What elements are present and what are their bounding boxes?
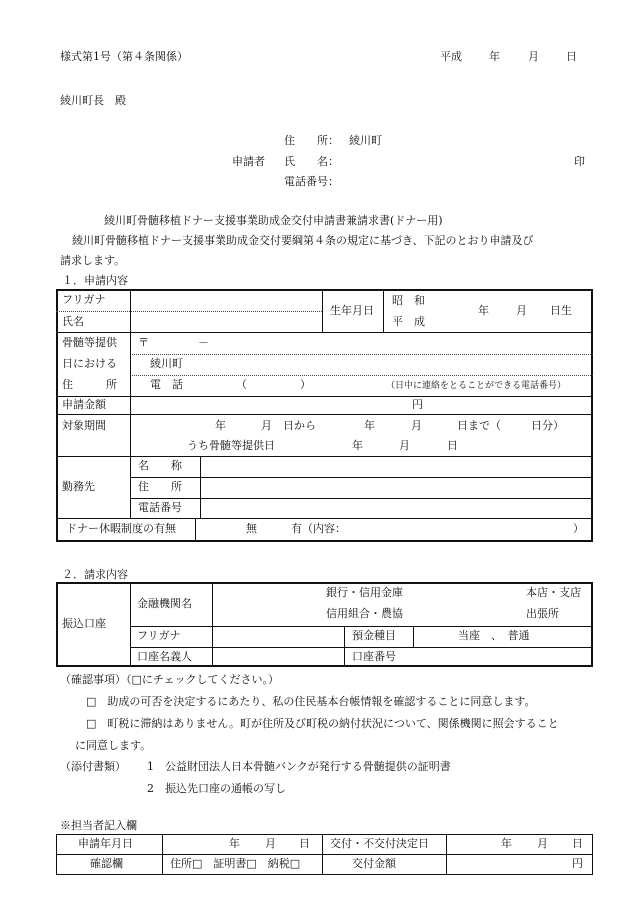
period-year-1: 年 [215,419,226,432]
furigana-account-label: フリガナ [137,629,181,642]
work-name-label: 名 称 [138,459,182,472]
app-date-month: 月 [265,837,276,850]
branch-1: 本店・支店 [526,586,581,599]
work-addr-label: 住 所 [138,480,182,493]
phone-paren-open: （ [236,378,247,391]
birth-year: 年 [478,304,489,317]
phone-label: 電話番号： [284,175,339,188]
form-number: 様式第1号（第４条関係） [60,50,188,63]
decision-day: 日 [572,837,583,850]
deposit-type-value: 当座 、 普通 [458,629,530,642]
donation-day-label: うち骨髄等提供日 [187,439,275,452]
date-era: 平成 [440,50,462,63]
era-showa: 昭 和 [392,294,425,307]
period-month-2: 月 [411,419,422,432]
date-year: 年 [489,50,500,63]
birth-month: 月 [516,304,527,317]
confirm-item-1[interactable]: □ 助成の可否を決定するにあたり、私の住民基本台帳情報を確認することに同意します。 [86,695,536,708]
intro-line-2: 請求します。 [60,254,126,267]
date-day: 日 [566,50,577,63]
birth-day: 日生 [550,304,572,317]
application-table [56,289,593,542]
period-from: 日から [283,419,316,432]
period-year-2: 年 [364,419,375,432]
seal-mark: 印 [574,155,585,168]
attach-2: 2 振込先口座の通帳の写し [147,782,286,795]
name-field-label: 氏名 [62,315,84,328]
addr-label-1: 骨髄等提供 [62,336,117,349]
donation-day: 日 [447,439,458,452]
name-label: 氏 名： [284,155,339,168]
bank-label: 金融機関名 [137,597,192,610]
confirm-heading: （確認事項）（□にチェックしてください。） [60,673,280,686]
grant-label: 交付金額 [352,857,396,870]
branch-2: 出張所 [526,607,559,620]
addressee: 綾川町長 殿 [60,94,126,107]
postal-dash: － [198,336,209,349]
attach-label: （添付書類） [60,760,126,773]
bank-types-2: 信用組合・農協 [326,607,403,620]
phone-paren-close: ） [300,378,311,391]
address-label: 住 所： [284,134,339,147]
document-title: 綾川町骨髄移植ドナー支援事業助成金交付申請書兼請求書(ドナー用) [104,214,443,227]
leave-yes: 有（内容： [291,522,346,535]
donation-year: 年 [352,439,363,452]
staff-heading: ※担当者記入欄 [60,819,137,832]
town-label: 綾川町 [150,357,183,370]
section1-heading: １．申請内容 [62,274,128,287]
date-month: 月 [528,50,539,63]
period-label: 対象期間 [62,419,106,432]
amount-unit: 円 [412,398,423,411]
app-date-label: 申請年月日 [78,837,133,850]
period-until: 日まで（ [457,419,501,432]
grant-unit: 円 [572,857,583,870]
furigana-label: フリガナ [62,293,106,306]
leave-label: ドナー休暇制度の有無 [66,522,176,535]
postal-mark: 〒 [138,336,149,349]
work-label: 勤務先 [62,480,95,493]
phone-field-label: 電 話 [150,378,183,391]
donation-month: 月 [399,439,410,452]
period-days: 日分） [531,419,564,432]
decision-month: 月 [537,837,548,850]
applicant-label: 申請者 [232,155,265,168]
app-date-day: 日 [299,837,310,850]
deposit-type-label: 預金種目 [352,629,396,642]
addr-label-3: 住 所 [62,378,117,391]
birth-label: 生年月日 [330,304,374,317]
holder-label: 口座名義人 [137,650,192,663]
attach-1: 1 公益財団法人日本骨髄バンクが発行する骨髄提供の証明書 [147,760,451,773]
decision-year: 年 [501,837,512,850]
decision-label: 交付・不交付決定日 [330,837,429,850]
leave-no: 無 [246,522,257,535]
era-heisei: 平 成 [392,315,425,328]
confirm-item-2[interactable]: □ 町税に滞納はありません。町が住所及び町税の納付状況について、関係機関に照会すること [86,717,559,730]
check-label: 確認欄 [90,857,123,870]
account-no-label: 口座番号 [352,650,396,663]
work-phone-label: 電話番号 [138,501,182,514]
period-month-1: 月 [261,419,272,432]
confirm-item-2-cont: に同意します。 [75,739,152,752]
amount-label: 申請金額 [62,398,106,411]
bank-types-1: 銀行・信用金庫 [326,586,403,599]
address-value: 綾川町 [349,134,382,147]
phone-note: （日中に連絡をとることができる電話番号） [386,381,567,391]
intro-line-1: 綾川町骨髄移植ドナー支援事業助成金交付要綱第４条の規定に基づき、下記のとおり申請及び [72,234,534,247]
addr-label-2: 日における [62,357,117,370]
leave-close: ） [573,522,584,535]
staff-checks[interactable]: 住所□ 証明書□ 納税□ [170,857,301,870]
section2-heading: ２．請求内容 [62,568,128,581]
app-date-year: 年 [229,837,240,850]
account-label: 振込口座 [62,617,106,630]
